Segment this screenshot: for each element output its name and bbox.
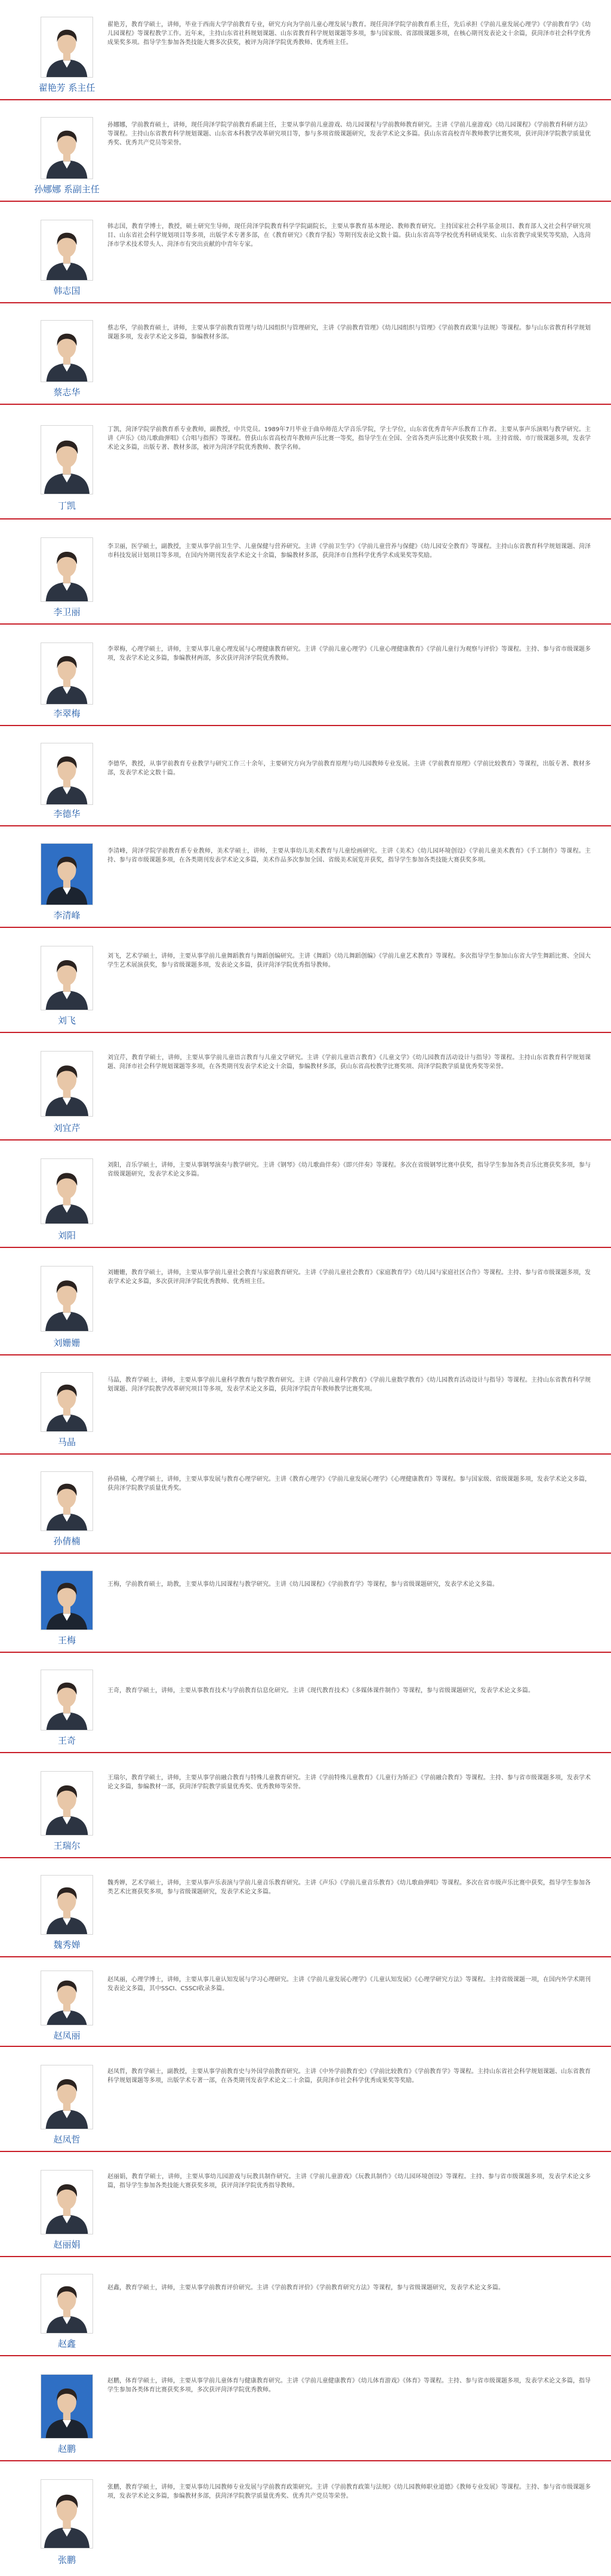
person-name: 王瑞尔: [53, 1840, 81, 1851]
faculty-row: [0, 625, 611, 726]
portrait-photo: [41, 17, 93, 78]
portrait-icon: [41, 844, 92, 905]
person-bio: 王瑞尔，教育学硕士，讲师，主要从事学前融合教育与特殊儿童教育研究。主讲《学前特殊儿童教育》《儿童行为矫正》《学前融合教育》等课程。主持、参与省市级课题多项，发表学术论文多篇，参编教材一部，获菏泽学院教学质量优秀奖、优秀教师等荣誉。: [107, 1775, 591, 1790]
person-name: 刘阳: [57, 1230, 76, 1241]
portrait-photo: [41, 425, 93, 494]
faculty-row: [0, 726, 611, 826]
person-bio: 赵鑫，教育学硕士，讲师，主要从事学前教育评价研究。主讲《学前教育评价》《学前教育研究方法》等课程，参与省级课题研究，发表学术论文多篇。: [107, 2285, 504, 2291]
faculty-row: [0, 519, 611, 625]
person-bio: 韩志国，教育学博士，教授，硕士研究生导师，现任菏泽学院教育科学学院副院长，主要从事教育基本理论、教师教育研究。主持国家社会科学基金项目、教育部人文社会科学研究项目、山东省社会科学规划项目等多项，出版学术专著多部，在《教育研究》《教育学报》等期刊发表论文数十篇。获山东省高等学校优秀科研成果奖、山东省教学成果奖等奖励，入选菏泽市学术技术带头人、菏泽市有突出贡献的中青年专家。: [107, 223, 591, 248]
portrait-photo: [41, 1670, 93, 1730]
faculty-row: [0, 1957, 611, 2047]
faculty-row: [0, 1653, 611, 1753]
person-bio: 李德华，教授，从事学前教育专业教学与研究工作三十余年，主要研究方向为学前教育原理与幼儿园教师专业发展。主讲《学前教育原理》《学前比较教育》等课程，出版专著、教材多部，发表学术论文数十篇。: [107, 761, 591, 776]
person-name: 魏秀婵: [53, 1939, 81, 1950]
person-bio: 孙娜娜，学前教育硕士，讲师，现任菏泽学院学前教育系副主任，主要从事学前儿童游戏、幼儿园课程与学前教师教育研究。主讲《学前儿童游戏》《幼儿园课程》《学前教育科研方法》等课程。主持山东省教育科学规划课题、山东省本科教学改革研究项目等，参与多项省级课题研究，发表学术论文多篇。获山东省高校青年教师教学比赛奖项，获评菏泽学院教学质量优秀奖、优秀共产党员等荣誉。: [107, 122, 591, 146]
portrait-icon: [41, 1159, 92, 1224]
person-name: 刘姗姗: [53, 1338, 81, 1348]
person-bio: 赵凤哲，教育学硕士，副教授，主要从事学前教育史与外国学前教育研究。主讲《中外学前教育史》《学前比较教育》《学前教育学》等课程。主持山东省社会科学规划课题、山东省教育科学规划课题等多项，出版学术专著一部，在各类期刊发表学术论文二十余篇，获菏泽市社会科学优秀成果奖等奖励。: [107, 2068, 591, 2084]
person-bio: 翟艳芳，教育学硕士，讲师，毕业于西南大学学前教育专业，研究方向为学前儿童心理发展与教育。现任菏泽学院学前教育系主任，先后承担《学前儿童发展心理学》《学前教育学》《幼儿园课程》等课程教学工作。近年来，主持山东省社科规划课题、山东省教育科学规划课题等多项，参与国家级、省部级课题多项，在核心期刊发表论文十余篇，获菏泽市社会科学优秀成果奖多项。指导学生参加各类技能大赛多次获奖，被评为菏泽学院优秀教师、优秀班主任。: [107, 21, 591, 46]
portrait-icon: [41, 2375, 92, 2438]
person-name: 孙倩楠: [53, 1536, 81, 1547]
person-bio: 刘阳，音乐学硕士，讲师，主要从事钢琴演奏与教学研究。主讲《钢琴》《幼儿歌曲伴奏》《即兴伴奏》等课程。多次在省级钢琴比赛中获奖，指导学生参加各类音乐比赛获奖多项，参与省级课题研究，发表学术论文多篇。: [107, 1162, 591, 1178]
portrait-icon: [41, 2480, 92, 2548]
person-name: 赵丽娟: [53, 2239, 81, 2250]
person-name: 李卫丽: [53, 607, 81, 617]
portrait-photo: [41, 2374, 93, 2439]
person-name: 李清峰: [53, 910, 81, 921]
person-name: 刘飞: [57, 1015, 76, 1026]
faculty-row: [0, 1753, 611, 1858]
portrait-icon: [41, 321, 92, 382]
portrait-icon: [41, 1772, 92, 1835]
portrait-icon: [41, 743, 92, 804]
person-bio: 孙倩楠，心理学硕士，讲师，主要从事发展与教育心理学研究。主讲《教育心理学》《学前儿童发展心理学》《心理健康教育》等课程。参与国家级、省级课题多项，发表学术论文多篇，获菏泽学院教学质量优秀奖。: [107, 1476, 591, 1492]
portrait-icon: [41, 118, 92, 179]
faculty-row: [0, 100, 611, 202]
faculty-row: [0, 1455, 611, 1554]
portrait-photo: [41, 2065, 93, 2129]
person-bio: 赵鹏，体育学硕士，讲师，主要从事学前儿童体育与健康教育研究。主讲《学前儿童健康教育》《幼儿体育游戏》《体育》等课程。主持、参与省市级课题多项，发表学术论文多篇，指导学生参加各类体育比赛获奖多项，多次获评菏泽学院优秀教师。: [107, 2378, 591, 2393]
portrait-photo: [41, 1266, 93, 1332]
portrait-photo: [41, 1051, 93, 1117]
portrait-icon: [41, 426, 92, 494]
portrait-photo: [41, 643, 93, 705]
faculty-row: [0, 2152, 611, 2257]
person-name: 王梅: [57, 1635, 76, 1646]
portrait-icon: [41, 17, 92, 77]
person-bio: 李翠梅，心理学硕士，讲师，主要从事儿童心理发展与心理健康教育研究。主讲《学前儿童心理学》《儿童心理健康教育》《学前儿童行为观察与评价》等课程。主持、参与省市级课题多项，发表学术论文多篇，参编教材两部，多次获评菏泽学院优秀教师。: [107, 646, 591, 662]
person-bio: 张鹏，教育学硕士，讲师，主要从事幼儿园教师专业发展与学前教育政策研究。主讲《学前教育政策与法规》《幼儿园教师职业道德》《教师专业发展》等课程。主持、参与省市级课题多项，发表学术论文多篇，参编教材多部，获菏泽学院教学质量优秀奖、优秀共产党员等荣誉。: [107, 2484, 591, 2500]
faculty-row: [0, 1858, 611, 1957]
person-bio: 马晶，教育学硕士，讲师，主要从事学前儿童科学教育与数学教育研究。主讲《学前儿童科学教育》《学前儿童数学教育》《幼儿园教育活动设计与指导》等课程。主持山东省教育科学规划课题、菏泽学院教学改革研究项目等多项，发表学术论文多篇，获菏泽学院青年教师教学比赛奖项。: [107, 1377, 591, 1392]
portrait-photo: [41, 320, 93, 382]
portrait-icon: [41, 1472, 92, 1530]
person-name: 翟艳芳 系主任: [38, 82, 95, 93]
portrait-icon: [41, 220, 92, 280]
faculty-row: [0, 928, 611, 1033]
portrait-photo: [41, 946, 93, 1010]
person-name: 李翠梅: [53, 708, 81, 719]
person-name: 丁凯: [57, 500, 76, 511]
faculty-row: [0, 405, 611, 519]
person-name: 赵凤丽: [53, 2030, 81, 2041]
portrait-photo: [41, 2274, 93, 2334]
portrait-photo: [41, 1471, 93, 1531]
person-bio: 魏秀婵，艺术学硕士，讲师，主要从事声乐表演与学前儿童音乐教育研究。主讲《声乐》《学前儿童音乐教育》《幼儿歌曲弹唱》等课程。多次在省市级声乐比赛中获奖，指导学生参加各类艺术比赛获奖多项，参与省级课题研究，发表学术论文多篇。: [107, 1880, 591, 1895]
portrait-icon: [41, 1571, 92, 1630]
person-name: 赵凤哲: [53, 2134, 81, 2145]
person-name: 孙娜娜 系副主任: [34, 184, 100, 195]
portrait-photo: [41, 843, 93, 905]
person-name: 蔡志华: [53, 387, 81, 398]
person-name: 赵鑫: [57, 2338, 76, 2349]
portrait-icon: [41, 2065, 92, 2129]
portrait-icon: [41, 1052, 92, 1116]
person-bio: 丁凯，菏泽学院学前教育系专业教师，副教授，中共党员。1989年7月毕业于曲阜师范大学音乐学院，学士学位，山东省优秀青年声乐教育工作者。主要从事声乐演唱与教学研究。主讲《声乐》《幼儿歌曲弹唱》《合唱与指挥》等课程。曾获山东省高校青年教师声乐比赛一等奖，指导学生在全国、全省各类声乐比赛中获奖数十项。主持省级、市厅级课题多项，发表学术论文多篇，出版专著、教材多部，被评为菏泽学院优秀教师、教学名师。: [107, 426, 591, 451]
person-name: 张鹏: [57, 2555, 76, 2565]
faculty-row: [0, 1554, 611, 1653]
faculty-row: [0, 2356, 611, 2461]
faculty-row: [0, 0, 611, 100]
portrait-icon: [41, 1971, 92, 2025]
person-name: 赵鹏: [57, 2443, 76, 2454]
portrait-photo: [41, 537, 93, 602]
portrait-icon: [41, 1267, 92, 1331]
faculty-row: [0, 1248, 611, 1355]
person-bio: 赵凤丽，心理学博士，讲师，主要从事儿童认知发展与学习心理研究。主讲《学前儿童发展心理学》《儿童认知发展》《心理学研究方法》等课程。主持省级课题一项，在国内外学术期刊发表论文多篇，其中SSCI、CSSCI收录多篇。: [107, 1976, 591, 1992]
portrait-icon: [41, 1876, 92, 1934]
portrait-icon: [41, 643, 92, 704]
portrait-icon: [41, 2274, 92, 2333]
portrait-photo: [41, 1771, 93, 1836]
person-bio: 刘姗姗，教育学硕士，讲师，主要从事学前儿童社会教育与家庭教育研究。主讲《学前儿童社会教育》《家庭教育学》《幼儿园与家庭社区合作》等课程。主持、参与省市级课题多项，发表学术论文多篇，多次获评菏泽学院优秀教师、优秀班主任。: [107, 1269, 591, 1285]
person-bio: 刘宜芹，教育学硕士，讲师，主要从事学前儿童语言教育与儿童文学研究。主讲《学前儿童语言教育》《儿童文学》《幼儿园教育活动设计与指导》等课程。主持山东省教育科学规划课题、菏泽市社会科学规划课题等多项，在各类期刊发表学术论文十余篇，参编教材多部，获山东省高校教学比赛奖项、菏泽学院教学质量优秀奖等荣誉。: [107, 1055, 591, 1070]
portrait-photo: [41, 2479, 93, 2549]
portrait-icon: [41, 946, 92, 1010]
faculty-row: [0, 202, 611, 303]
person-bio: 李卫丽，医学硕士，副教授，主要从事学前卫生学、儿童保健与营养研究。主讲《学前卫生学》《学前儿童营养与保健》《幼儿园安全教育》等课程。主持山东省教育科学规划课题、菏泽市科技发展计划项目等多项，在国内外期刊发表学术论文十余篇，参编教材多部，获菏泽市自然科学优秀学术成果奖等奖励。: [107, 543, 591, 559]
portrait-icon: [41, 538, 92, 601]
person-name: 马晶: [57, 1437, 76, 1447]
portrait-photo: [41, 1875, 93, 1935]
portrait-photo: [41, 743, 93, 805]
faculty-row: [0, 2047, 611, 2152]
faculty-row: [0, 826, 611, 928]
portrait-photo: [41, 1971, 93, 2025]
person-bio: 李清峰，菏泽学院学前教育系专业教师，美术学硕士，讲师，主要从事幼儿美术教育与儿童绘画研究。主讲《美术》《幼儿园环境创设》《学前儿童美术教育》《手工制作》等课程。主持、参与省市级课题多项，在各类期刊发表学术论文多篇，美术作品多次参加全国、省级美术展览并获奖，指导学生参加各类技能大赛获奖多项。: [107, 848, 591, 863]
person-bio: 蔡志华，学前教育硕士，讲师，主要从事学前教育管理与幼儿园组织与管理研究，主讲《学前教育管理》《幼儿园组织与管理》《学前教育政策与法规》等课程。参与山东省教育科学规划课题多项，发表学术论文多篇，参编教材多部。: [107, 325, 591, 340]
portrait-photo: [41, 1372, 93, 1432]
faculty-row: [0, 1355, 611, 1455]
portrait-icon: [41, 1670, 92, 1730]
portrait-photo: [41, 1570, 93, 1630]
person-bio: 王奇，教育学硕士，讲师，主要从事教育技术与学前教育信息化研究。主讲《现代教育技术》《多媒体课件制作》等课程，参与省级课题研究，发表学术论文多篇。: [107, 1687, 534, 1694]
person-bio: 赵丽娟，教育学硕士，讲师，主要从事幼儿园游戏与玩教具制作研究。主讲《学前儿童游戏》《玩教具制作》《幼儿园环境创设》等课程。主持、参与省市级课题多项，发表学术论文多篇，指导学生参加各类技能大赛获奖多项，获评菏泽学院优秀指导教师。: [107, 2174, 591, 2189]
portrait-photo: [41, 220, 93, 281]
portrait-icon: [41, 2171, 92, 2234]
faculty-row: [0, 1033, 611, 1141]
portrait-photo: [41, 1158, 93, 1224]
person-bio: 刘飞，艺术学硕士，讲师，主要从事学前儿童舞蹈教育与舞蹈创编研究。主讲《舞蹈》《幼儿舞蹈创编》《学前儿童艺术教育》等课程。多次指导学生参加山东省大学生舞蹈比赛、全国大学生艺术展演获奖，参与省级课题多项，发表论文多篇，获评菏泽学院优秀指导教师。: [107, 953, 591, 969]
person-name: 李德华: [53, 809, 81, 819]
faculty-row: [0, 2257, 611, 2356]
faculty-row: [0, 2461, 611, 2576]
portrait-photo: [41, 2170, 93, 2234]
faculty-row: [0, 1141, 611, 1248]
faculty-row: [0, 303, 611, 405]
portrait-icon: [41, 1373, 92, 1431]
portrait-photo: [41, 117, 93, 179]
person-name: 韩志国: [53, 285, 81, 296]
person-name: 刘宜芹: [53, 1123, 81, 1133]
person-bio: 王梅，学前教育硕士，助教，主要从事幼儿园课程与教学研究。主讲《幼儿园课程》《学前教育学》等课程，参与省级课题研究，发表学术论文多篇。: [107, 1581, 498, 1588]
person-name: 王奇: [57, 1735, 76, 1746]
